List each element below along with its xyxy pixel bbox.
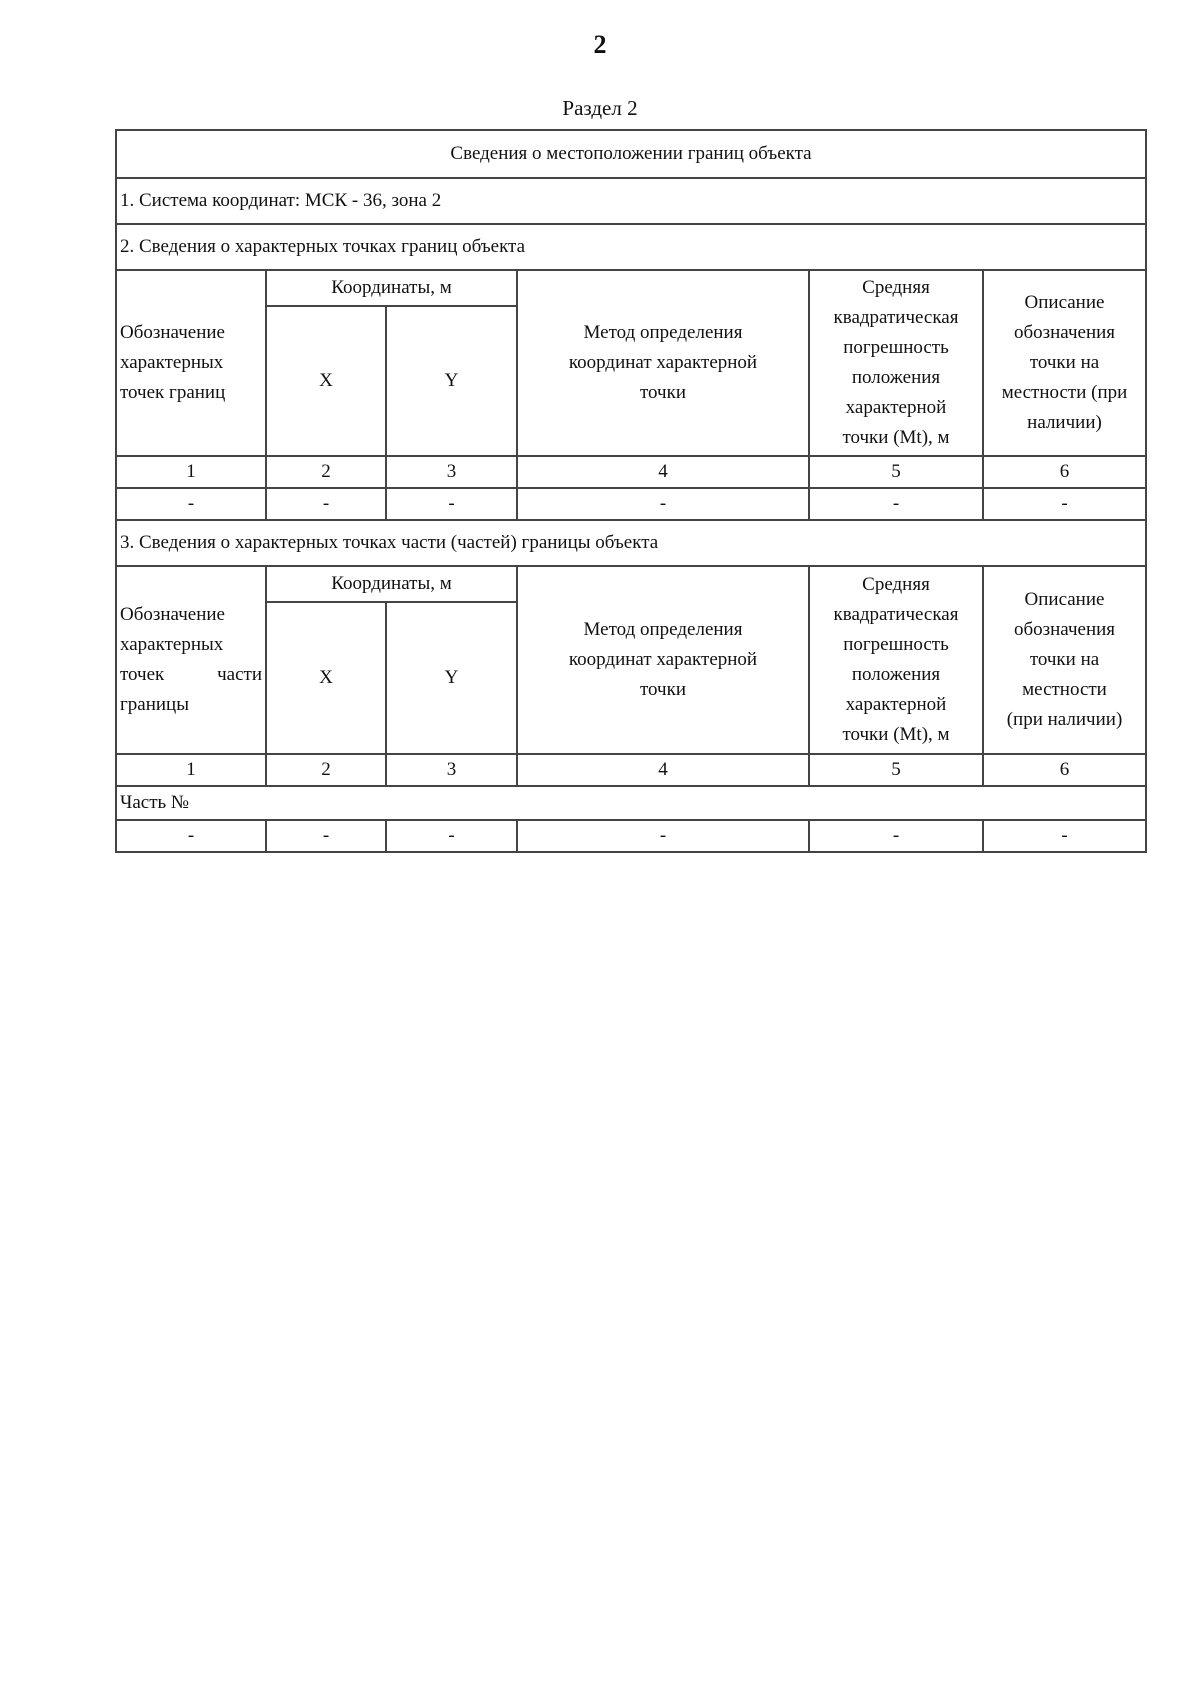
table-cell: - [266,488,386,520]
subsection3-title: 3. Сведения о характерных точках части (частей) границы объекта [116,520,1146,566]
s3-col-y: Y [386,602,517,754]
s3-col-designation: Обозначение характерных точек части границы [116,566,266,754]
s2-num-5: 5 [809,456,983,488]
s3-number-row [116,754,1146,786]
table-cell: - [116,820,266,852]
s3-col-coords: Координаты, м [266,566,517,602]
s2-num-2: 2 [266,456,386,488]
section-title: Раздел 2 [562,96,638,120]
table-cell: - [809,820,983,852]
s3-num-5: 5 [809,754,983,786]
s2-col-description: Описание обозначения точки на местности (при наличии) [983,270,1146,456]
s3-num-4: 4 [517,754,809,786]
boundary-table [115,129,1147,853]
s3-num-6: 6 [983,754,1146,786]
table-cell: - [266,820,386,852]
s3-col-description: Описание обозначения точки на местности (при наличии) [983,566,1146,754]
s2-num-3: 3 [386,456,517,488]
s2-col-error: Средняя квадратическая погрешность положения характерной точки (Mt), м [809,270,983,456]
table-cell: - [983,488,1146,520]
s2-col-coords: Координаты, м [266,270,517,306]
page-number: 2 [593,30,607,59]
s2-col-y: Y [386,306,517,456]
s3-num-2: 2 [266,754,386,786]
s2-num-4: 4 [517,456,809,488]
s2-col-x: X [266,306,386,456]
coordinate-system: 1. Система координат: МСК - 36, зона 2 [116,178,1146,224]
s3-col-x: X [266,602,386,754]
s2-number-row [116,456,1146,488]
table-cell: - [116,488,266,520]
table-cell: - [386,820,517,852]
table-cell: - [517,488,809,520]
s2-num-1: 1 [116,456,266,488]
subsection2-title: 2. Сведения о характерных точках границ объекта [116,224,1146,270]
table-cell: - [983,820,1146,852]
s3-col-error: Средняя квадратическая погрешность положения характерной точки (Mt), м [809,566,983,754]
table-cell: - [386,488,517,520]
s2-data-row [116,488,1146,520]
s2-col-method: Метод определения координат характерной точки [517,270,809,456]
s3-data-row [116,820,1146,852]
table-title: Сведения о местоположении границ объекта [116,130,1146,178]
s3-num-1: 1 [116,754,266,786]
s3-num-3: 3 [386,754,517,786]
s2-num-6: 6 [983,456,1146,488]
table-cell: - [809,488,983,520]
s3-col-method: Метод определения координат характерной точки [517,566,809,754]
table-cell: - [517,820,809,852]
part-label: Часть № [116,786,1146,820]
s2-col-designation: Обозначение характерных точек границ [116,270,266,456]
